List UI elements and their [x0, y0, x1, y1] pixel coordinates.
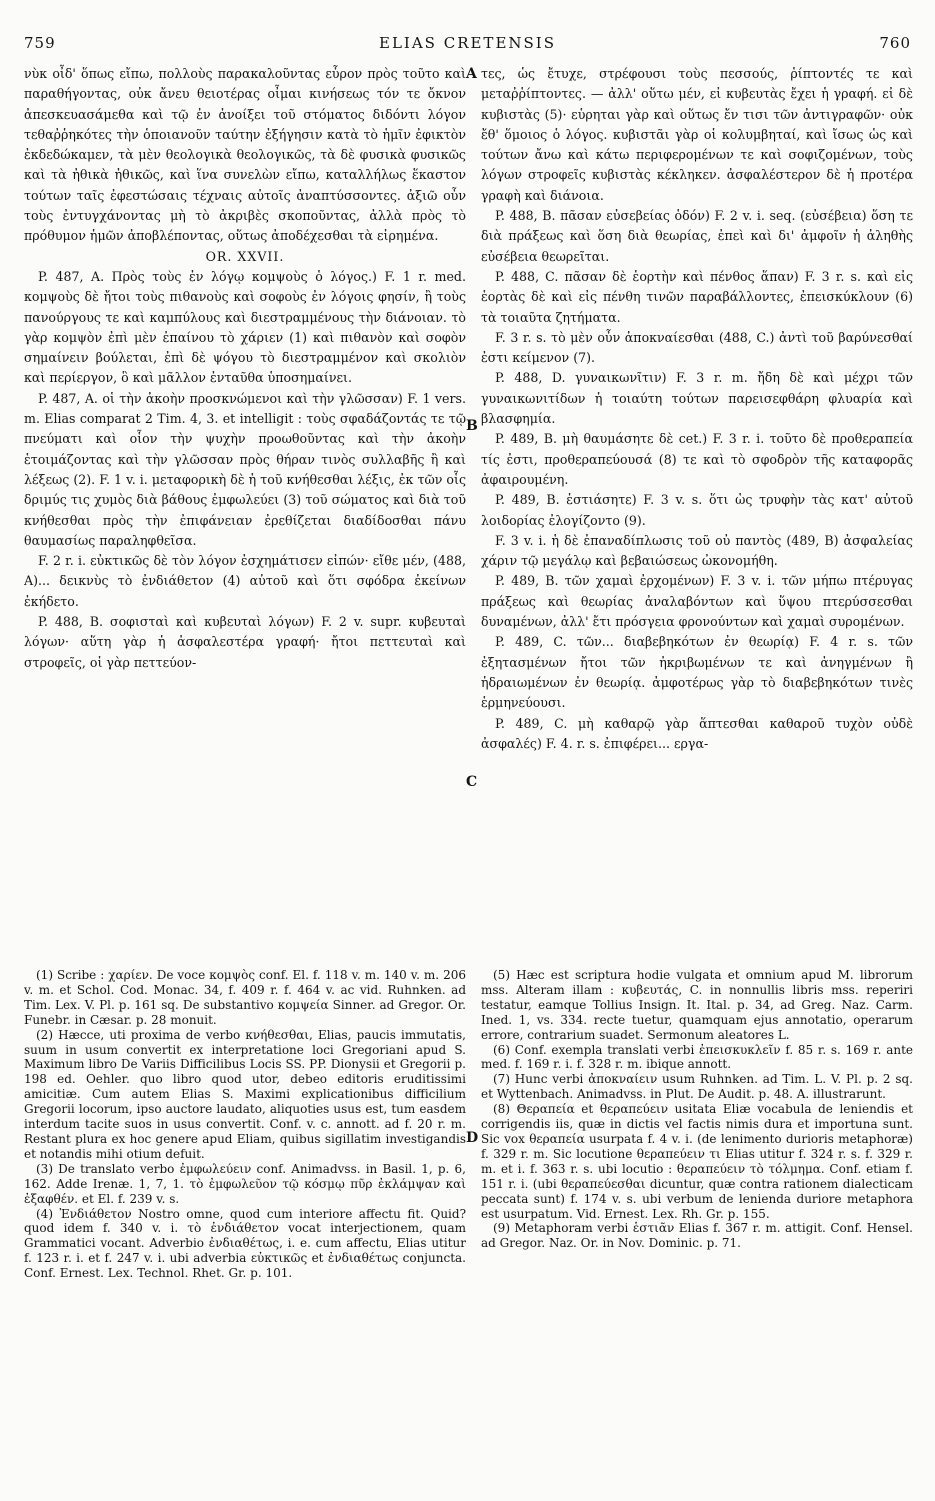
footnotes-left [24, 968, 466, 1488]
paragraph: F. 2 r. i. εὐκτικῶς δὲ τὸν λόγον ἐσχημάτισεν εἰπών· εἴθε μέν, (488, A)... δεικνὺς τὸ ἐνδιάθετον (4) αὐτοῦ καὶ ὅτι σφόδρα ἐκείνων ἐκήδετο. [24, 553, 466, 609]
paragraph: P. 488, C. πᾶσαν δὲ ἑορτὴν καὶ πένθος ἅπαν) F. 3 r. s. καὶ εἰς ἑορτὰς δὲ καὶ εἰς πένθη τινῶν παραβάλλοντες, ἐπεισκύκλουν (6) τὰ τοιαῦτα ζητήματα. [481, 268, 913, 325]
footnote: (2) Hæcce, uti proxima de verbo κνήθεσθαι, Elias, paucis immutatis, suum in usum convertit ex interpretatione loci Gregoriani apud S. Maximum libro De Variis Difficilibus Locis SS. PP. Dionysii et Gregorii p. 198 ed. Oehler. quo libro quod utor, debeo editoris eruditissimi amicitiæ. Cum autem Elias S. Maximi explicationibus difficilium Gregorii locorum, ipso auctore laudato, aliquoties usus est, tum easdem interdum tacite suos in usus convertit. Conf. v. c. annott. ad f. 20 r. m. Restant plura ex hoc genere apud Eliam, quibus sigillatim investigandis et notandis mihi otium defuit. [24, 1027, 466, 1161]
paragraph: P. 487, A. οἱ τὴν ἀκοὴν προσκνώμενοι καὶ τὴν γλῶσσαν) F. 1 vers. m. Elias comparat 2 Tim. 4, 3. et intelligit : τοὺς σφαδάζοντάς τε τῷ πνεύματι καὶ οἷον τὴν ψυχὴν προωθοῦντας καὶ τὴν ἀκοὴν ἑτοιμάζοντας καὶ τὴν γλῶσσαν πρὸς θήραν τινὸς συλλαβῆς ἢ καὶ λέξεως (2). F. 1 v. i. μεταφορικὴ δὲ ἡ τοῦ κνήθεσθαι λέξις, ἐκ τῶν οἷς δριμύς τις χυμὸς διὰ βάθους ἐμφωλεύει (3) τοῦ σώματος καὶ διὰ τοῦ κνήθεσθαι πρὸς τὴν ἐπιφάνειαν ἐρεθίζεται διαδίδοσθαι πάνυ θαυμασίως παραληφθεῖσα. [24, 390, 466, 548]
paragraph: τες, ὡς ἔτυχε, στρέφουσι τοὺς πεσσούς, ῥίπτοντές τε καὶ μεταῤῥίπτοντες. — ἀλλ' οὕτω μέν, εἰ κυβευτὰς ἔχει ἡ γραφή. εἰ δὲ κυβιστὰς (5)· εὑρηται γὰρ καὶ οὕτως ἔν τισι τῶν ἀντιγραφῶν· οὐκ ἔθ' ὅμοιος ὁ λόγος. κυβιστᾶι γὰρ οἱ κολυμβηταί, καὶ ἴσως ὡς καὶ τούτων ἄνω καὶ κάτω περιφερομένων τε καὶ σοφιζομένων, τοὺς λόγων στροφεῖς κυβιστὰς κέκληκεν. ἀσφαλέστερον δὲ ἡ προτέρα γραφὴ καὶ διάνοια. [481, 66, 913, 203]
footnote: (1) Scribe : χαρίεν. De voce κομψὸς conf. El. f. 118 v. m. 140 v. m. 206 v. m. et Schol. Cod. Monac. 34, f. 409 r. f. 464 v. ac vid. Ruhnken. ad Tim. Lex. V. Pl. p. 161 sq. De substantivo κομψεία Sinner. ad Gregor. Or. Funebr. in Cæsar. p. 28 monuit. [24, 968, 466, 1027]
right-page-number: 760 [879, 34, 911, 52]
footnote: (8) Θεραπεία et θεραπεύειν usitata Eliæ vocabula de leniendis et corrigendis iis, quæ in dictis vel factis nimis dura et importuna sunt. Sic vox θεραπεία usurpata f. 4 v. i. (de lenimento durioris metaphoræ) f. 329 r. m. Sic locutione θεραπεύειν τι Elias utitur f. 324 r. s. f. 329 r. m. et i. f. 363 r. s. ubi locutio : θεραπεύειν τὸ τόλμημα. Conf. etiam f. 151 r. i. (ubi θεραπεύεσθαι dicuntur, quæ contra rationem dialecticam peccata sunt) f. 174 v. s. ubi verbum de lenienda duriore metaphora est usurpatum. Vid. Ernest. Lex. Rh. Gr. p. 155. [481, 1102, 913, 1221]
left-page-number: 759 [24, 34, 56, 52]
footnote: (5) Hæc est scriptura hodie vulgata et omnium apud M. librorum mss. Alteram illam : κυβευτάς, C. in nonnullis libris mss. reperiri testatur, eamque Tollius Insign. It. Ital. p. 34, ad Greg. Naz. Carm. Ined. 1, vs. 334. recte tuetur, quamquam ejus annotatio, operarum errore, contrarium suadet. Sermonum aleatores L. [481, 968, 913, 1042]
paragraph: P. 489, B. τῶν χαμαὶ ἐρχομένων) F. 3 v. i. τῶν μήπω πτέρυγας πράξεως καὶ θεωρίας ἀναλαβόντων καὶ ὕψου πτερύσσεσθαι δυναμένων, ἀλλ' ἔτι πρόσγεια φρονούντων καὶ χαμαὶ συρομένων. [481, 573, 913, 630]
paragraph: P. 489, C. τῶν... διαβεβηκότων ἐν θεωρίᾳ) F. 4 r. s. τῶν ἐξητασμένων ἤτοι τῶν ἠκριβωμένων τε καὶ ἀνηγμένων ἢ ἡδραιωμένων ἐν θεωρίᾳ. ἀμφοτέρως γὰρ τὸ διαβεβηκότων τινὲς ἑρμηνεύουσι. [481, 634, 913, 711]
paragraph: F. 3 v. i. ἡ δὲ ἐπαναδίπλωσις τοῦ οὐ παντὸς (489, B) ἀσφαλείας χάριν τῷ μεγάλῳ καὶ βεβαιώσεως ὠκονομήθη. [481, 532, 913, 569]
right-column-text [481, 64, 913, 960]
margin-marker-c: C [466, 774, 478, 790]
paragraph: P. 489, C. μὴ καθαρῷ γὰρ ἅπτεσθαι καθαροῦ τυχὸν οὐδὲ ἀσφαλές) F. 4. r. s. ἐπιφέρει... εργα- [481, 715, 913, 751]
footnote: (4) Ἐνδιάθετον Nostro omne, quod cum interiore affectu fit. Quid? quod idem f. 340 v. i. τὸ ἐνδιάθετον vocat interjectionem, quam Grammatici vocant. Adverbio ἐνδιαθέτως, i. e. cum affectu, Elias utitur f. 123 r. i. et f. 247 v. i. ubi adverbia εὐκτικῶς et ἐνδιαθέτως conjuncta. Conf. Ernest. Lex. Technol. Rhet. Gr. p. 101. [24, 1206, 466, 1281]
left-column [24, 64, 466, 960]
right-column [481, 64, 913, 960]
paragraph: P. 489, B. ἑστιάσητε) F. 3 v. s. ὅτι ὡς τρυφὴν τὰς κατ' αὐτοῦ λοιδορίας ἐλογίζοντο (9). [481, 492, 913, 528]
paragraph: F. 3 r. s. τὸ μὲν οὖν ἀποκναίεσθαι (488, C.) ἀντὶ τοῦ βαρύνεσθαί ἐστι κείμενον (7). [481, 329, 913, 366]
running-header [24, 34, 911, 54]
left-column-text [24, 64, 466, 960]
margin-marker-a: A [466, 66, 477, 82]
running-title: ELIAS CRETENSIS [379, 34, 556, 52]
paragraph: P. 488, D. γυναικωνῖτιν) F. 3 r. m. ἤδη δὲ καὶ μέχρι τῶν γυναικωνιτίδων ἡ τοιαύτη τούτων παρεισεφθάρη φλυαρία καὶ βλασφημία. [481, 370, 913, 427]
section-title: OR. XXVII. [205, 248, 285, 264]
footnote: (9) Metaphoram verbi ἑστιᾶν Elias f. 367 r. m. attigit. Conf. Hensel. ad Gregor. Naz. Or. in Nov. Dominic. p. 71. [481, 1221, 913, 1251]
footnotes-right [481, 968, 913, 1488]
paragraph: P. 488, B. σοφισταὶ καὶ κυβευταὶ λόγων) F. 2 v. supr. κυβευταὶ λόγων· αὕτη γὰρ ἡ ἀσφαλεστέρα γραφή· ἤτοι πεττευταὶ καὶ στροφεῖς, οἱ γὰρ πεττεύον- [24, 614, 466, 670]
paragraph: P. 489, B. μὴ θαυμάσητε δὲ cet.) F. 3 r. i. τοῦτο δὲ προθεραπεία τίς ἐστι, προθεραπεύουσά (8) τε καὶ τὸ σφοδρὸν τῆς καταφορᾶς ἀφαιρουμένη. [481, 431, 913, 487]
footnote: (6) Conf. exempla translati verbi ἐπεισκυκλεῖν f. 85 r. s. 169 r. ante med. f. 169 r. i. f. 328 r. m. ibique annott. [481, 1042, 913, 1072]
footnote: (7) Hunc verbi ἀποκναίειν usum Ruhnken. ad Tim. L. V. Pl. p. 2 sq. et Wyttenbach. Animadvss. in Plut. De Audit. p. 48. A. illustrarunt. [481, 1072, 913, 1102]
footnote: (3) De translato verbo ἐμφωλεύειν conf. Animadvss. in Basil. 1, p. 6, 162. Adde Irenæ. 1, 7, 1. τὸ ἐμφωλεῦον τῷ κόσμῳ πῦρ ἐκλάμψαν καὶ ἐξαφθέν. et El. f. 239 v. s. [24, 1161, 466, 1206]
paragraph: νὺκ οἶδ' ὅπως εἴπω, πολλοὺς παρακαλοῦντας εὗρον πρὸς τοῦτο καὶ παραθήγοντας, οὐκ ἄνευ θειοτέρας οἶμαι κινήσεως τόν τε ὄκνον ἀπεσκευασάμεθα καὶ τῷ ἐν ἀνοίξει τοῦ στόματος διδόντι λόγον τεθαῤῥηκότες τὴν ὁποιανοῦν ταύτην ἐξήγησιν κατὰ τὸ ἡμῖν ἐφικτὸν ἐκδεδώκαμεν, τὰ μὲν θεολογικὰ θεολογικῶς, τὰ δὲ φυσικὰ φυσικῶς καὶ τὰ ἠθικὰ ἠθικῶς, καὶ ἵνα συνελὼν εἴπω, καταλλήλως ἕκαστον τούτων ταῖς ἐφεστώσαις τέχναις αὐτοῖς ἀναπτύσσοντες. ἀξιῶ οὖν τοὺς ἐντυγχάνοντας μὴ τὸ ἀκριβὲς σκοποῦντας, ἀλλὰ πρὸς τὸ πρόθυμον ἡμῶν ἀποβλέποντας, οὕτως ἀποδέχεσθαι τὰ εἰρημένα. [24, 66, 466, 244]
margin-marker-d: D [466, 1130, 479, 1146]
paragraph: P. 487, A. Πρὸς τοὺς ἐν λόγῳ κομψοὺς ὁ λόγος.) F. 1 r. med. κομψοὺς δὲ ἤτοι τοὺς πιθανοὺς καὶ σοφοὺς ἐν λόγοις φησίν, ἢ τοὺς πανούργους τε καὶ καμπύλους καὶ διεστραμμένους τὴν διάνοιαν. τὸ γὰρ κομψὸν ἐπὶ μὲν ἐπαίνου τὸ χάριεν (1) καὶ πιθανὸν καὶ σοφὸν σημαίνειν βούλεται, ἐπὶ δὲ ψόγου τὸ διεστραμμένον καὶ σκολιὸν καὶ περίεργον, ὃ καὶ μᾶλλον ἐνταῦθα ὑποσημαίνει. [24, 268, 466, 386]
paragraph: P. 488, B. πᾶσαν εὐσεβείας ὁδόν) F. 2 v. i. seq. (εὐσέβεια) ὅση τε διὰ πράξεως καὶ ὅση διὰ θεωρίας, ἐπεὶ καὶ δι' ἀμφοῖν ἡ ἀληθὴς εὐσέβεια θεωρεῖται. [481, 208, 913, 264]
margin-marker-b: B [466, 418, 478, 434]
